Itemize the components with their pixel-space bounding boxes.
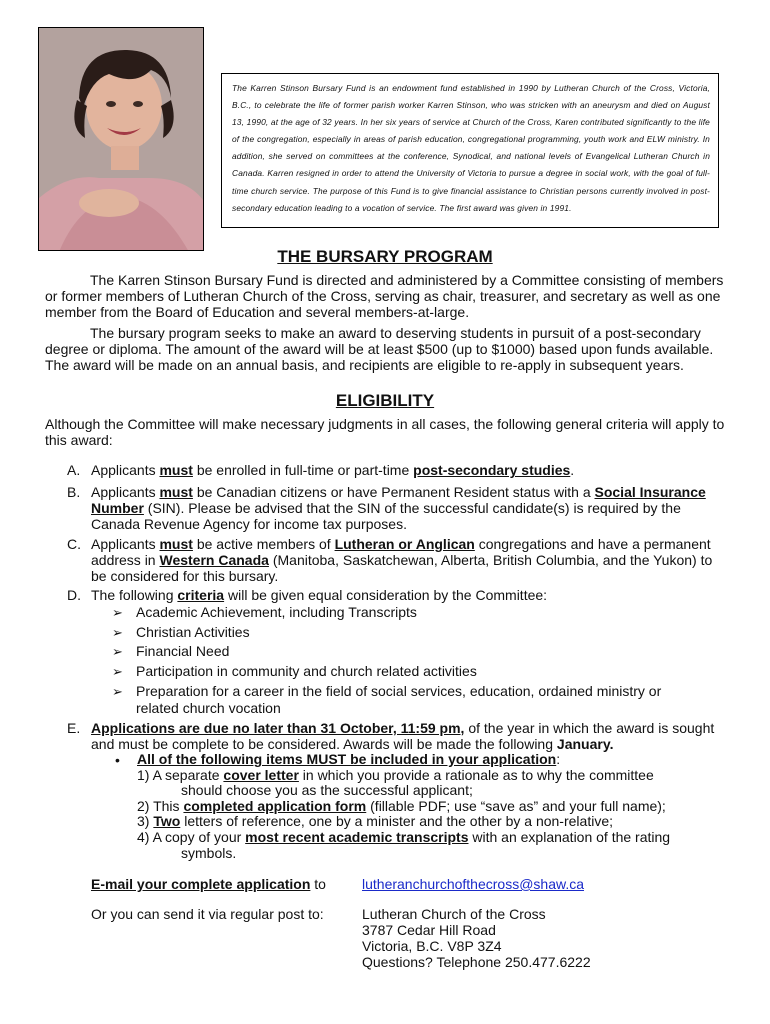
criterion-c-text-2: be active members of	[192, 536, 335, 552]
program-paragraph-1	[45, 272, 725, 320]
criterion-d-bold-1: criteria	[177, 587, 225, 603]
list-item	[137, 799, 727, 815]
criteria-list	[112, 603, 712, 716]
list-item	[112, 662, 712, 682]
list-item	[137, 814, 727, 830]
item-2-text-c: (fillable PDF; use “save as” and your full name);	[366, 797, 666, 814]
criterion-a-letter: A.	[67, 462, 81, 478]
arrow-bullet-icon: ➢	[112, 684, 123, 699]
criterion-b	[67, 484, 727, 532]
criteria-item-text: Participation in community and church related activities	[136, 662, 477, 679]
criterion-c-text-4: (Manitoba, Saskatchewan, Alberta, British Columbia, and the Yukon) to be considered for this bursary.	[91, 552, 713, 584]
criterion-b-bold-1: must	[159, 484, 193, 500]
criterion-e-bold-1: Applications are due no later than 31 October, 11:59 pm,	[91, 720, 465, 736]
criterion-c-bold-1: must	[159, 536, 193, 552]
criterion-a-bold-2: post-secondary studies	[413, 462, 571, 478]
bio-box	[221, 73, 719, 228]
criterion-a-text-3: .	[570, 462, 575, 478]
required-items	[137, 752, 727, 861]
address-line: 3787 Cedar Hill Road	[362, 922, 496, 938]
criterion-a-bold-1: must	[159, 462, 193, 478]
required-items-heading	[137, 752, 727, 768]
address-line: Lutheran Church of the Cross	[362, 906, 546, 922]
portrait-photo	[38, 27, 204, 251]
item-3-text-c: letters of reference, one by a minister and the other by a non-relative;	[180, 813, 613, 830]
criterion-d	[67, 587, 727, 603]
eligibility-intro: Although the Committee will make necessary judgments in all cases, the following general criteria will apply to this award:	[45, 416, 725, 448]
list-item	[112, 681, 712, 716]
email-link[interactable]: lutheranchurchofthecross@shaw.ca	[362, 876, 584, 892]
required-items-heading-text: All of the following items MUST be included in your application	[137, 751, 557, 767]
item-4-text-d: symbols.	[181, 844, 237, 861]
item-1-text-d: should choose you as the successful applicant;	[181, 782, 473, 799]
address-phone: Questions? Telephone 250.477.6222	[362, 954, 591, 970]
list-item	[137, 768, 727, 799]
criterion-b-text-3: (SIN). Please be advised that the SIN of the successful candidate(s) is required by the Canada Revenue Agency for income tax purposes.	[91, 500, 681, 532]
portrait-illustration	[39, 28, 204, 251]
program-paragraph-2-text: The bursary program seeks to make an award to deserving students in pursuit of a post-secondary degree or diploma. The amount of the award will be at least $500 (up to $1000) based upon funds available. The award will be made on an annual basis, and recipients are eligible to re-apply in subsequent years.	[45, 325, 714, 373]
item-2-text-a: 2) This	[137, 797, 184, 814]
item-4-bold: most recent academic transcripts	[245, 828, 469, 845]
program-paragraph-1-text: The Karren Stinson Bursary Fund is directed and administered by a Committee consisting of members or former members of Lutheran Church of the Cross, serving as chair, treasurer, and secretary as well as one member from the Board of Education and several members-at-large.	[45, 272, 724, 320]
list-item	[112, 623, 712, 643]
address-line: Victoria, B.C. V8P 3Z4	[362, 938, 502, 954]
program-heading: THE BURSARY PROGRAM	[277, 247, 493, 266]
criterion-a	[67, 462, 727, 478]
criteria-item-text: Academic Achievement, including Transcripts	[136, 604, 417, 620]
program-paragraph-2	[45, 325, 725, 373]
criterion-b-letter: B.	[67, 484, 81, 500]
criterion-c-text-1: Applicants	[91, 536, 160, 552]
list-item	[137, 830, 727, 861]
criterion-e-letter: E.	[67, 720, 81, 736]
item-2-bold: completed application form	[183, 797, 367, 814]
criterion-d-text-2: will be given equal consideration by the Committee:	[224, 587, 548, 603]
criterion-e	[67, 720, 727, 752]
required-items-colon: :	[556, 751, 561, 767]
item-4-text-c: with an explanation of the rating	[468, 828, 671, 845]
criterion-e-bold-2: January.	[556, 736, 614, 752]
item-4-text-a: 4) A copy of your	[137, 828, 246, 845]
item-1-text-a: 1) A separate	[137, 766, 224, 783]
email-instruction	[91, 876, 351, 892]
criteria-item-text: Christian Activities	[136, 623, 250, 640]
bio-text: The Karren Stinson Bursary Fund is an endowment fund established in 1990 by Lutheran Church of the Cross, Victoria, B.C., to celebrate the life of former parish worker Karren Stinson, who was stricken with an aneurysm and died on August 13, 1990, at the age of 32 years. In her six years of service at Church of the Cross, Karen contributed significantly to the life of the congregation, especially in areas of parish education, congregational programming, youth work and ELW ministry. In addition, she served on committees at the conference, Synodical, and national levels of Evangelical Lutheran Church in Canada. Karren resigned in order to attend the University of Victoria to pursue a degree in social work, with the goal of full-time church service. The purpose of this Fund is to give financial assistance to Christian persons currently involved in post-secondary education leading to a vocation of service. The first award was given in 1991.	[232, 83, 710, 213]
item-1-bold: cover letter	[223, 766, 299, 783]
criterion-d-letter: D.	[67, 587, 81, 603]
criterion-b-text-1: Applicants	[91, 484, 160, 500]
criterion-c	[67, 536, 727, 584]
criterion-c-letter: C.	[67, 536, 81, 552]
criterion-b-bold-2: Social Insurance Number	[91, 484, 706, 516]
criterion-a-text-1: Applicants	[91, 462, 160, 478]
criteria-item-text: Financial Need	[136, 643, 230, 659]
criterion-b-text-2: be Canadian citizens or have Permanent Resident status with a	[192, 484, 595, 500]
item-3-bold: Two	[153, 813, 181, 830]
criterion-d-text-1: The following	[91, 587, 178, 603]
arrow-bullet-icon: ➢	[112, 663, 123, 679]
criteria-item-continuation: related church vocation	[136, 700, 281, 716]
email-to: to	[310, 876, 326, 892]
criterion-a-text-2: be enrolled in full-time or part-time	[192, 462, 414, 478]
post-label: Or you can send it via regular post to:	[91, 906, 324, 922]
bullet-dot-icon: •	[115, 752, 120, 768]
eligibility-heading: ELIGIBILITY	[335, 391, 435, 410]
item-1-text-c: in which you provide a rationale as to why the committee	[298, 766, 654, 783]
criterion-c-text-3: congregations and have a permanent address in	[91, 536, 711, 568]
arrow-bullet-icon: ➢	[112, 644, 123, 659]
list-item	[112, 642, 712, 662]
arrow-bullet-icon: ➢	[112, 624, 123, 640]
item-3-text-a: 3)	[137, 813, 154, 830]
mailing-address	[362, 906, 682, 970]
arrow-bullet-icon: ➢	[112, 605, 123, 620]
criteria-item-text: Preparation for a career in the field of social services, education, ordained ministry or	[136, 683, 662, 699]
criterion-c-bold-3: Western Canada	[159, 552, 269, 568]
criterion-e-text-1: of the year in which the award is sought and must be complete to be considered. Awards will be made the following	[91, 720, 715, 752]
criterion-c-bold-2: Lutheran or Anglican	[334, 536, 475, 552]
list-item	[112, 603, 712, 623]
email-label: E-mail your complete application	[91, 876, 311, 892]
